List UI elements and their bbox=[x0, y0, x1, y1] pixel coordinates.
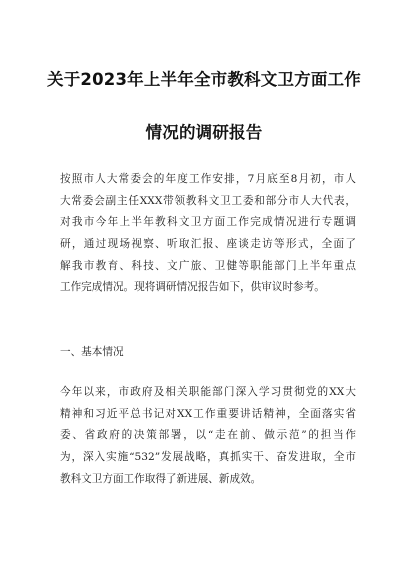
document-title-line-1: 关于2023年上半年全市教科文卫方面工作 bbox=[47, 70, 361, 89]
paragraph-line: 今年以来，市政府及相关职能部门深入学习贯彻党的XX大 bbox=[60, 386, 356, 398]
paragraph-line: 工作完成情况。现将调研情况报告如下，供审议时参考。 bbox=[60, 281, 325, 294]
intro-paragraph bbox=[60, 169, 356, 299]
section-heading: 一、基本情况 bbox=[60, 346, 124, 358]
document-title-line-2: 情况的调研报告 bbox=[145, 123, 263, 142]
paragraph-line: 按照市人大常委会的年度工作安排，7月底至8月初，市人 bbox=[60, 173, 356, 185]
paragraph-line: 精神和习近平总书记对XX工作重要讲话精神，全面落实省 bbox=[60, 407, 356, 420]
paragraph-line: 大常委会副主任XXX带领教科文卫工委和部分市人大代表， bbox=[60, 194, 356, 207]
paragraph-line: 研，通过现场视察、听取汇报、座谈走访等形式，全面了 bbox=[60, 238, 356, 251]
paragraph-line: 解我市教育、科技、文广旅、卫健等职能部门上半年重点 bbox=[60, 259, 356, 272]
basic-situation-paragraph bbox=[60, 382, 356, 490]
paragraph-line: 对我市今年上半年教科文卫方面工作完成情况进行专题调 bbox=[60, 216, 356, 229]
paragraph-line: 为，深入实施“532”发展战略，真抓实干、奋发进取，全市 bbox=[60, 451, 356, 464]
paragraph-line: 委、省政府的决策部署，以“走在前、做示范”的担当作 bbox=[60, 429, 356, 442]
paragraph-line: 教科文卫方面工作取得了新进展、新成效。 bbox=[60, 472, 262, 485]
